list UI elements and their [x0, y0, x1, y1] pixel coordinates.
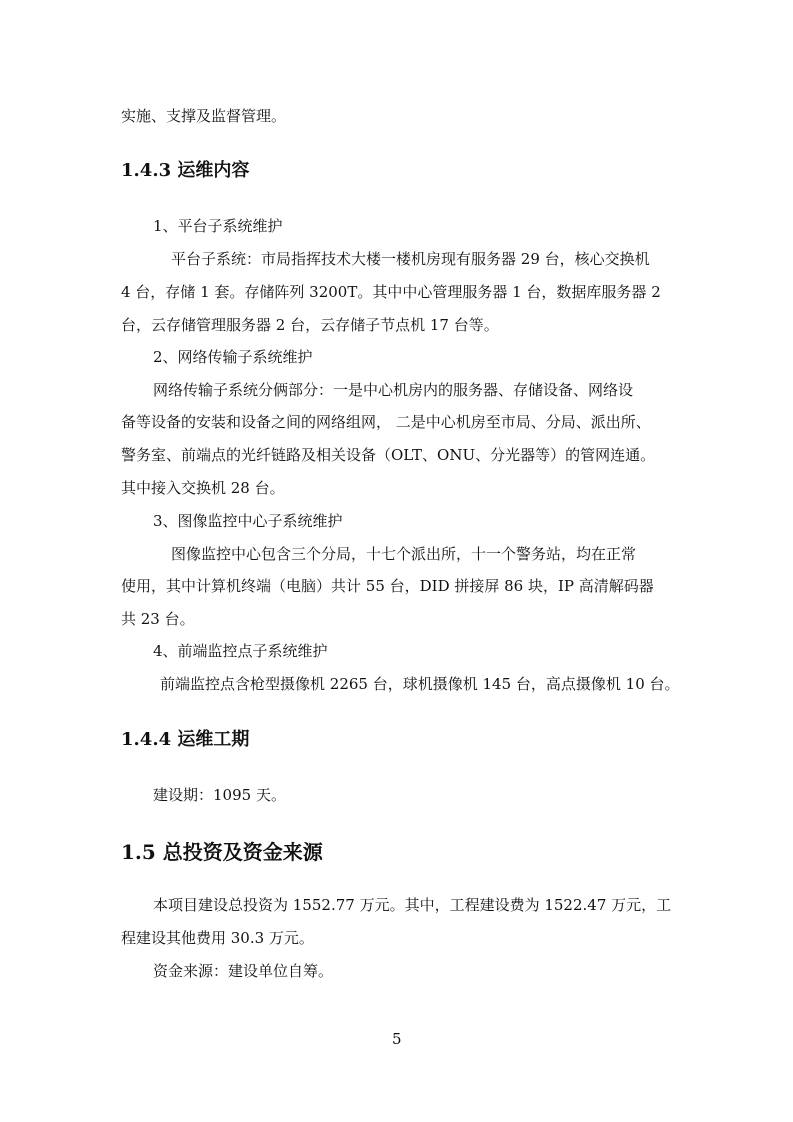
heading-1-4-3: 1.4.3 运维内容	[121, 160, 250, 181]
item-3-line: 使用，其中计算机终端（电脑）共计 55 台，DID 拼接屏 86 块，IP 高清解码器	[121, 577, 654, 595]
heading-1-5: 1.5 总投资及资金来源	[121, 840, 323, 864]
item-2-title: 2、网络传输子系统维护	[153, 348, 313, 366]
page-number: 5	[392, 1030, 402, 1048]
item-4-line: 前端监控点含枪型摄像机 2265 台，球机摄像机 145 台，高点摄像机 10 台。	[160, 675, 680, 693]
heading-1-4-4: 1.4.4 运维工期	[121, 729, 250, 750]
item-1-line: 平台子系统：市局指挥技术大楼一楼机房现有服务器 29 台，核心交换机	[171, 250, 650, 268]
item-1-line: 4 台，存储 1 套。存储阵列 3200T。其中中心管理服务器 1 台，数据库服务器 2	[121, 283, 661, 301]
item-2-line: 网络传输子系统分俩部分：一是中心机房内的服务器、存储设备、网络设	[153, 381, 634, 399]
item-3-line: 图像监控中心包含三个分局，十七个派出所，十一个警务站，均在正常	[171, 545, 637, 563]
item-3-title: 3、图像监控中心子系统维护	[153, 512, 343, 530]
funding-source: 资金来源：建设单位自筹。	[153, 962, 334, 980]
item-3-line: 共 23 台。	[121, 610, 195, 628]
item-2-line: 备等设备的安装和设备之间的网络组网， 二是中心机房至市局、分局、派出所、	[121, 413, 651, 431]
item-1-line: 台，云存储管理服务器 2 台，云存储子节点机 17 台等。	[121, 316, 499, 334]
investment-line: 程建设其他费用 30.3 万元。	[121, 929, 314, 947]
item-2-line: 其中接入交换机 28 台。	[121, 479, 285, 497]
item-4-title: 4、前端监控点子系统维护	[153, 642, 328, 660]
investment-line: 本项目建设总投资为 1552.77 万元。其中，工程建设费为 1522.47 万元，工	[153, 896, 672, 914]
construction-period: 建设期：1095 天。	[153, 786, 286, 804]
top-line: 实施、支撑及监督管理。	[121, 107, 287, 125]
item-2-line: 警务室、前端点的光纤链路及相关设备（OLT、ONU、分光器等）的管网连通。	[121, 446, 656, 464]
item-1-title: 1、平台子系统维护	[153, 217, 283, 235]
